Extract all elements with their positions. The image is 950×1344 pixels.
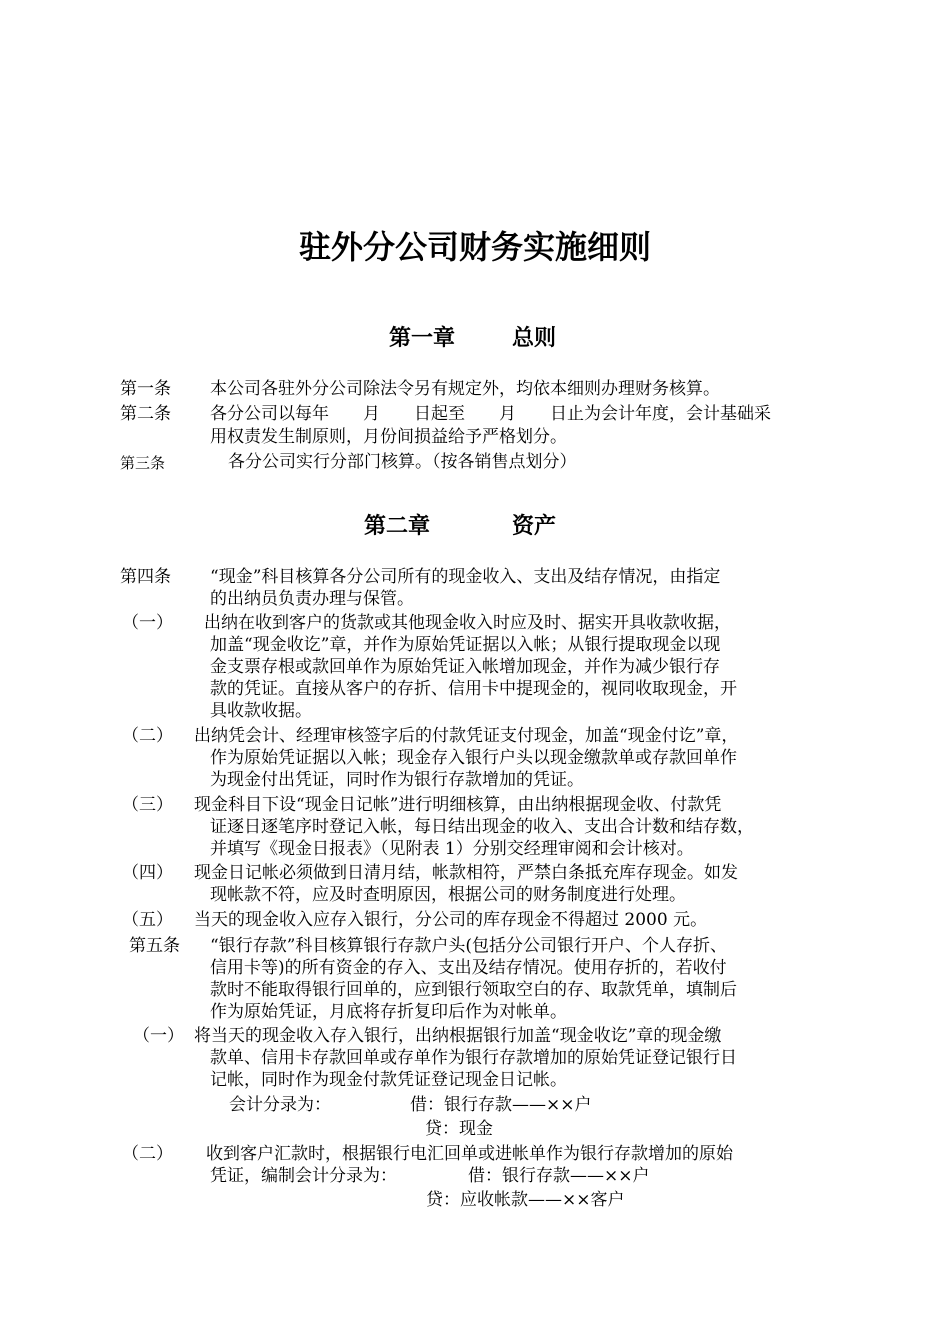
article-5-item-1-label: （一） (133, 1026, 184, 1046)
article-4-item-4-line-2: 现帐款不符，应及时查明原因，根据公司的财务制度进行处理。 (210, 885, 686, 905)
article-5-item-1-line-2: 款单、信用卡存款回单或存单作为银行存款增加的原始凭证登记银行日 (210, 1048, 737, 1068)
article-5-line-1: “银行存款”科目核算银行存款户头(包括分公司银行开户、个人存折、 (210, 936, 728, 956)
article-4-item-4-line-1: 现金日记帐必须做到日清月结，帐款相符，严禁白条抵充库存现金。如发 (194, 863, 738, 883)
article-3-line-1: 各分公司实行分部门核算。（按各销售点划分） (228, 452, 577, 472)
journal-entry-2-debit: 借：银行存款——××户 (468, 1166, 650, 1186)
article-1-label: 第一条 (120, 379, 171, 399)
article-2-line-1: 各分公司以每年 月 日起至 月 日止为会计年度，会计基础采 (210, 404, 771, 424)
article-5-line-4: 作为原始凭证，月底将存折复印后作为对帐单。 (210, 1002, 567, 1022)
article-4-item-1-line-5: 具收款收据。 (210, 701, 312, 721)
journal-entry-1-label: 会计分录为： (229, 1095, 331, 1115)
document-title: 驻外分公司财务实施细则 (298, 228, 651, 266)
article-4-line-1: “现金”科目核算各分公司所有的现金收入、支出及结存情况，由指定 (210, 567, 721, 587)
article-4-label: 第四条 (120, 567, 171, 587)
article-4-item-4-label: （四） (122, 863, 173, 883)
article-4-item-5-line-1: 当天的现金收入应存入银行，分公司的库存现金不得超过 2000 元。 (194, 910, 708, 930)
journal-entry-1-debit: 借：银行存款——××户 (410, 1095, 592, 1115)
article-4-line-2: 的出纳员负责办理与保管。 (210, 589, 414, 609)
article-5-item-2-line-2: 凭证，编制会计分录为： (210, 1166, 397, 1186)
article-4-item-1-label: （一） (122, 613, 173, 633)
article-5-item-1-line-3: 记帐，同时作为现金付款凭证登记现金日记帐。 (210, 1070, 567, 1090)
article-4-item-2-line-3: 为现金付出凭证，同时作为银行存款增加的凭证。 (210, 770, 584, 790)
journal-entry-1-credit: 贷：现金 (425, 1119, 493, 1139)
article-5-item-1-line-1: 将当天的现金收入存入银行，出纳根据银行加盖“现金收讫”章的现金缴 (194, 1026, 722, 1046)
article-5-label: 第五条 (129, 936, 180, 956)
article-5-line-2: 信用卡等)的所有资金的存入、支出及结存情况。使用存折的，若收付 (210, 958, 727, 978)
article-4-item-2-line-1: 出纳凭会计、经理审核签字后的付款凭证支付现金，加盖“现金付讫”章， (194, 726, 739, 746)
article-4-item-2-label: （二） (122, 726, 173, 746)
chapter-2-number: 第二章 (364, 513, 431, 539)
article-4-item-3-line-2: 证逐日逐笔序时登记入帐，每日结出现金的收入、支出合计数和结存数， (210, 817, 754, 837)
article-4-item-3-line-3: 并填写《现金日报表》（见附表 1）分别交经理审阅和会计核对。 (210, 839, 694, 859)
article-5-line-3: 款时不能取得银行回单的，应到银行领取空白的存、取款凭单，填制后 (210, 980, 737, 1000)
article-4-item-3-line-1: 现金科目下设“现金日记帐”进行明细核算，由出纳根据现金收、付款凭 (194, 795, 722, 815)
article-2-label: 第二条 (120, 404, 171, 424)
article-4-item-1-line-4: 款的凭证。直接从客户的存折、信用卡中提现金的，视同收取现金，开 (210, 679, 737, 699)
article-4-item-1-line-1: 出纳在收到客户的货款或其他现金收入时应及时、据实开具收款收据， (204, 613, 731, 633)
article-4-item-3-label: （三） (122, 795, 173, 815)
chapter-2-name: 资产 (512, 513, 557, 539)
article-1-line-1: 本公司各驻外分公司除法令另有规定外，均依本细则办理财务核算。 (210, 379, 720, 399)
journal-entry-2-credit: 贷：应收帐款——××客户 (426, 1190, 625, 1210)
article-3-label: 第三条 (120, 454, 166, 472)
article-5-item-2-label: （二） (122, 1144, 173, 1164)
article-4-item-5-label: （五） (122, 910, 173, 930)
article-4-item-2-line-2: 作为原始凭证据以入帐；现金存入银行户头以现金缴款单或存款回单作 (210, 748, 737, 768)
chapter-1-number: 第一章 (389, 325, 456, 351)
article-4-item-1-line-3: 金支票存根或款回单作为原始凭证入帐增加现金，并作为减少银行存 (210, 657, 720, 677)
chapter-1-name: 总则 (512, 325, 557, 351)
article-5-item-2-line-1: 收到客户汇款时，根据银行电汇回单或进帐单作为银行存款增加的原始 (206, 1144, 733, 1164)
article-4-item-1-line-2: 加盖“现金收讫”章，并作为原始凭证据以入帐；从银行提取现金以现 (210, 635, 721, 655)
article-2-line-2: 用权责发生制原则，月份间损益给予严格划分。 (210, 427, 567, 447)
